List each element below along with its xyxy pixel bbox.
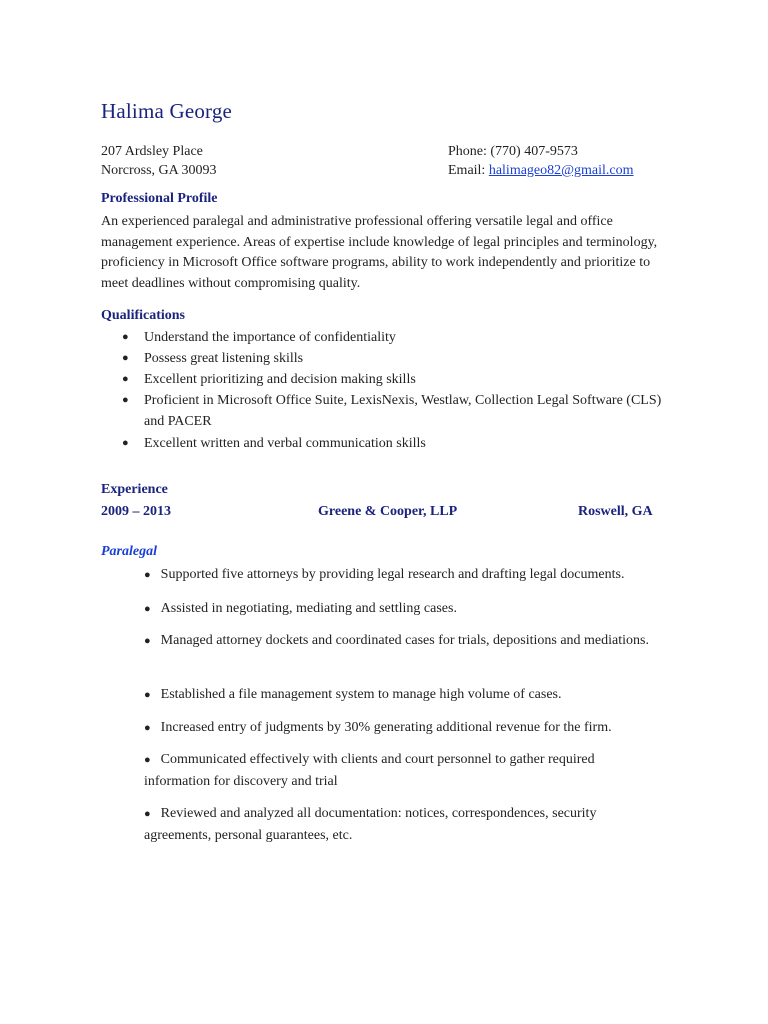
qualification-text: Excellent prioritizing and decision making skills [144,372,416,387]
bullet-icon: ● [144,754,151,766]
bullet-icon: ● [122,437,129,449]
email-label: Email: [448,163,486,178]
job-employer: Greene & Cooper, LLP [318,504,458,519]
address-line-1: 207 Ardsley Place [101,144,203,159]
qualification-item [122,369,662,390]
phone-label: Phone: [448,144,487,159]
qualification-item [122,390,662,432]
duty-item [144,803,664,846]
email-link[interactable]: halimageo82@gmail.com [488,163,634,178]
bullet-icon: ● [144,689,151,701]
bullet-icon: ● [122,373,129,385]
duty-item [144,749,664,792]
duty-item [144,717,664,739]
bullet-icon: ● [144,722,151,734]
duty-item [144,684,664,706]
email-line [448,161,634,180]
qualification-item [122,348,662,369]
duty-text: Assisted in negotiating, mediating and settling cases. [160,601,457,616]
phone-line [448,142,578,161]
duty-item [144,630,664,652]
bullet-icon: ● [144,635,151,647]
bullet-icon: ● [144,569,151,581]
candidate-name: Halima George [101,99,233,123]
qualification-text: Possess great listening skills [144,351,304,366]
qualifications-heading: Qualifications [101,308,186,323]
job-dates: 2009 – 2013 [101,504,171,519]
duty-text: Reviewed and analyzed all documentation: notices, correspondences, security agreements, personal guarantees, etc. [144,806,597,843]
bullet-icon: ● [144,808,151,820]
qualification-text: Proficient in Microsoft Office Suite, LexisNexis, Westlaw, Collection Legal Software (CLS) and PACER [144,393,662,429]
duty-text: Supported five attorneys by providing legal research and drafting legal documents. [160,567,625,582]
duty-item [144,598,664,620]
bullet-icon: ● [122,394,129,406]
job-location: Roswell, GA [578,504,653,519]
qualification-text: Understand the importance of confidentiality [144,330,396,345]
profile-text: An experienced paralegal and administrative professional offering versatile legal and office management experience. Areas of expertise include knowledge of legal principles and terminology, proficiency in Microsoft Office software programs, ability to work independently and prioritize to meet deadlines without compromising quality. [101,214,658,291]
experience-heading: Experience [101,482,168,497]
duty-text: Managed attorney dockets and coordinated cases for trials, depositions and mediations. [160,633,649,648]
bullet-icon: ● [122,352,129,364]
qualification-item [122,433,662,454]
duty-text: Established a file management system to manage high volume of cases. [160,687,562,702]
duty-text: Increased entry of judgments by 30% generating additional revenue for the firm. [160,720,612,735]
duty-item [144,564,664,586]
job-role: Paralegal [101,544,157,559]
duty-text: Communicated effectively with clients and court personnel to gather required information for discovery and trial [144,752,595,789]
profile-heading: Professional Profile [101,191,218,206]
bullet-icon: ● [122,331,129,343]
address-line-2: Norcross, GA 30093 [101,163,217,178]
bullet-icon: ● [144,603,151,615]
qualification-item [122,327,662,348]
qualification-text: Excellent written and verbal communication skills [144,436,426,451]
phone-number: (770) 407-9573 [490,144,578,159]
